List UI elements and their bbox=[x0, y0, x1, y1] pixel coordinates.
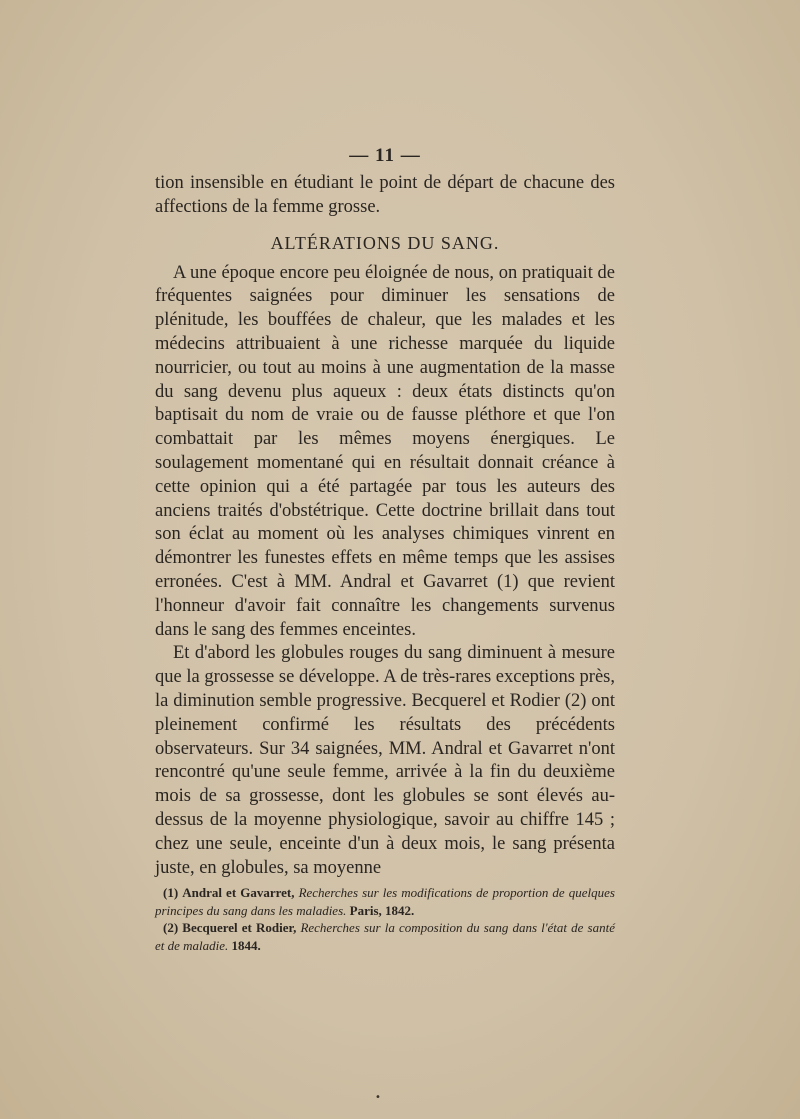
footnote-2 bbox=[155, 919, 615, 954]
bottom-mark: • bbox=[375, 1092, 381, 1103]
footnote-publication: Paris, 1842. bbox=[349, 902, 415, 918]
footnote-number: (2) bbox=[163, 920, 179, 936]
intro-paragraph: tion insensible en étudiant le point de départ de chacune des affections de la femme grosse. bbox=[155, 173, 615, 217]
footnote-title: Recherches sur la composition du sang dans l'état de santé et de maladie. bbox=[155, 920, 615, 953]
paragraph-1: A une époque encore peu éloignée de nous, on pratiquait de fréquentes saignées pour diminuer les sensations de plénitude, les bouffées de chaleur, que les malades et les médecins attribuaient à une richesse marquée du liquide nourricier, ou tout au moins à une augmentation de la masse du sang devenu plus aqueux : deux états distincts qu'on baptisait du nom de vraie ou de fausse pléthore et que l'on combattait par les mêmes moyens énergiques. Le soulagement momentané qui en résultait donnait créance à cette opinion qui a été partagée par tous les auteurs des anciens traités d'obstétrique. Cette doctrine brillait dans tout son éclat au moment où les analyses chimiques vinrent en démontrer les funestes effets en même temps que les assises erronées. C'est à MM. Andral et Gavarret (1) que revient l'honneur d'avoir fait connaître les changements survenus dans le sang des femmes enceintes. bbox=[155, 262, 615, 640]
footnote-authors: Becquerel et Rodier, bbox=[182, 920, 297, 936]
footnotes bbox=[155, 884, 615, 954]
section-heading: ALTÉRATIONS DU SANG. bbox=[270, 232, 500, 253]
page-text bbox=[155, 140, 615, 954]
footnote-title: Recherches sur les modifications de proportion de quelques principes du sang dans les maladies. bbox=[155, 885, 615, 918]
footnote-1 bbox=[155, 884, 615, 919]
footnote-publication: 1844. bbox=[231, 937, 261, 953]
footnote-authors: Andral et Gavarret, bbox=[182, 885, 295, 901]
paragraph-2: Et d'abord les globules rouges du sang diminuent à mesure que la grossesse se développe. A de très-rares exceptions près, la diminution semble progressive. Becquerel et Rodier (2) ont pleinement confirmé les résultats des précédents observateurs. Sur 34 saignées, MM. Andral et Gavarret n'ont rencontré qu'une seule femme, arrivée à la fin du deuxième mois de sa grossesse, dont les globules se sont élevés au-dessus de la moyenne physiologique, savoir au chiffre 145 ; chez une seule, enceinte d'un à deux mois, le sang présenta juste, en globules, sa moyenne bbox=[155, 643, 615, 878]
page-number: — 11 — bbox=[349, 145, 421, 166]
footnote-number: (1) bbox=[163, 885, 179, 901]
